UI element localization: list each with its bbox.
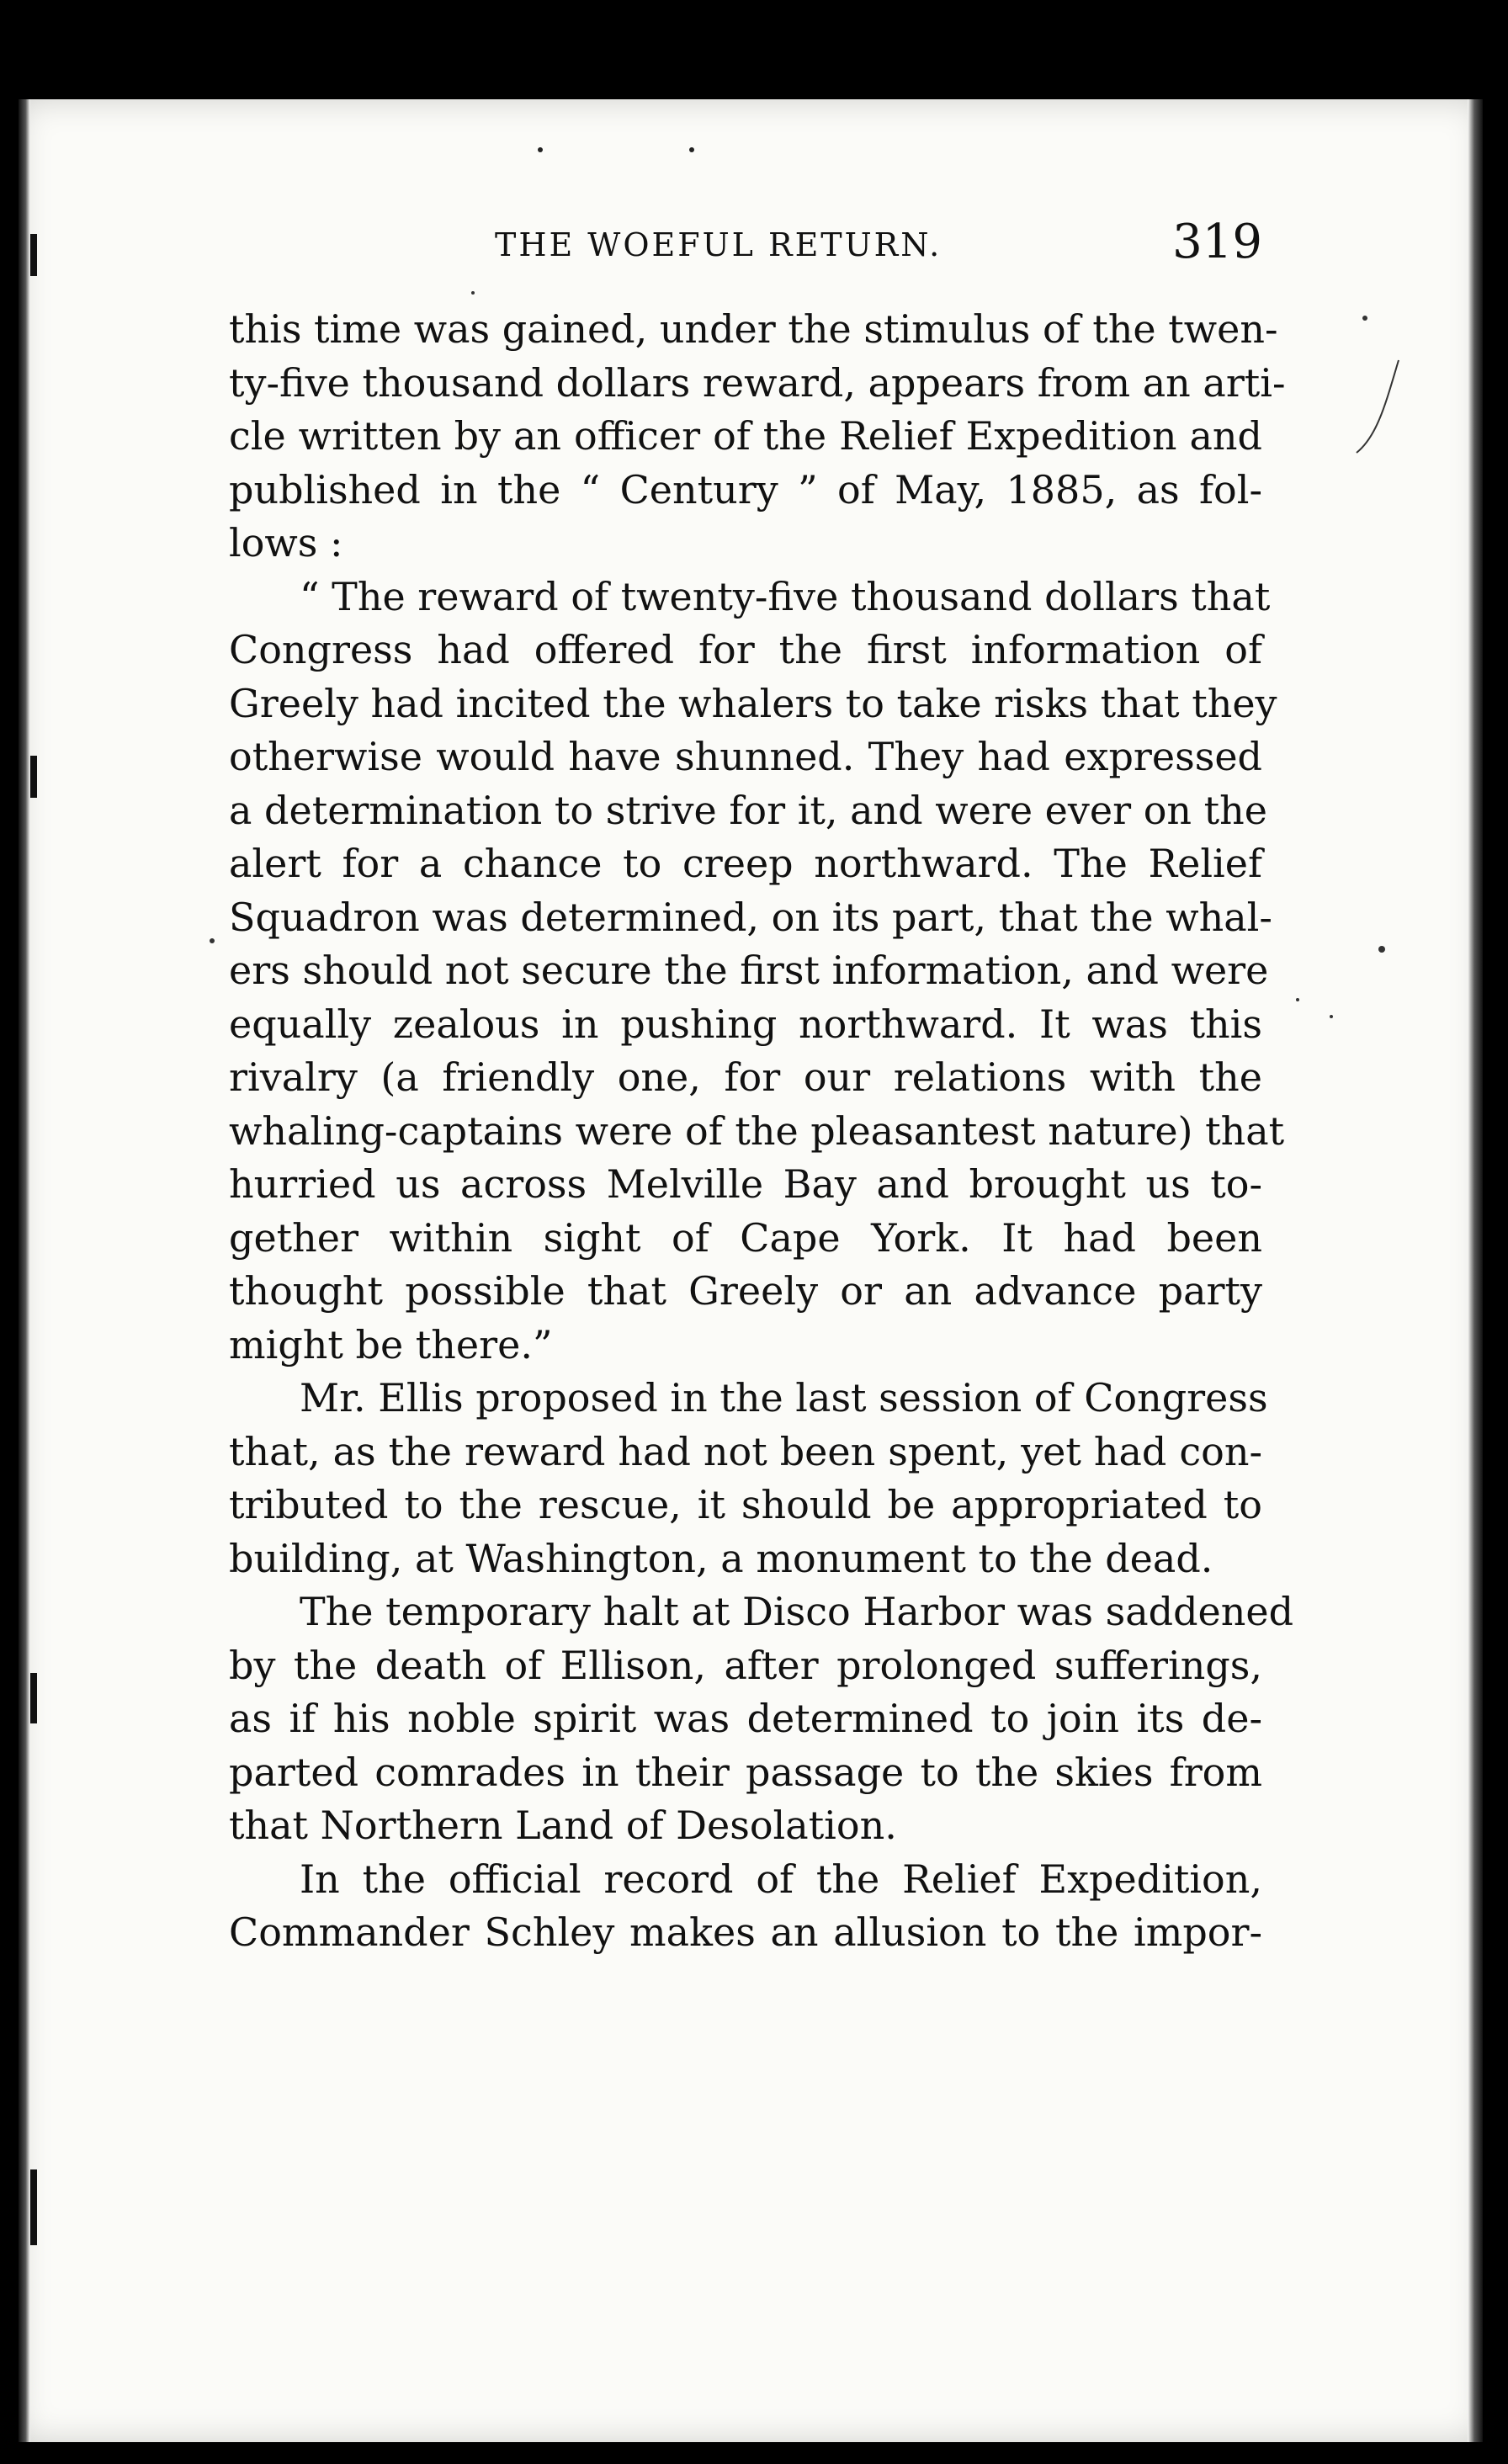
running-head: THE WOEFUL RETURN. xyxy=(495,226,942,263)
text-line: Commander Schley makes an allusion to the impor- xyxy=(229,1909,1262,1955)
edge-blot xyxy=(30,1673,37,1723)
page-left-edge xyxy=(19,99,30,2442)
text-line: parted comrades in their passage to the skies from xyxy=(229,1749,1262,1795)
text-line: thought possible that Greely or an advance party xyxy=(229,1268,1262,1314)
text-line: rivalry (a friendly one, for our relations with the xyxy=(229,1054,1262,1100)
text-line: otherwise would have shunned. They had expressed xyxy=(229,734,1262,779)
page-right-edge xyxy=(1468,99,1483,2442)
edge-blot xyxy=(30,234,37,276)
text-line: that Northern Land of Desolation. xyxy=(229,1803,897,1848)
text-line: whaling-captains were of the pleasantest nature) that xyxy=(229,1107,1285,1154)
text-line: equally zealous in pushing northward. It was this xyxy=(229,1001,1262,1047)
text-line: Greely had incited the whalers to take risks that they xyxy=(229,680,1277,726)
text-line: that, as the reward had not been spent, yet had con- xyxy=(229,1428,1262,1474)
scan-speck xyxy=(689,147,694,152)
text-line: ty-five thousand dollars reward, appears from an arti- xyxy=(229,359,1286,406)
text-line: might be there.” xyxy=(229,1321,553,1367)
scan-speck xyxy=(1362,316,1367,321)
text-line: lows : xyxy=(229,520,343,566)
scan-speck xyxy=(538,147,543,152)
page-header xyxy=(219,215,1262,282)
text-line: “ The reward of twenty-five thousand dollars that xyxy=(300,573,1271,619)
text-line: by the death of Ellison, after prolonged sufferings, xyxy=(229,1642,1262,1688)
scan-speck xyxy=(471,291,475,295)
text-line: this time was gained, under the stimulus of the twen- xyxy=(229,306,1278,352)
text-line: Congress had offered for the first information of xyxy=(229,627,1262,672)
text-line: ers should not secure the first information, and were xyxy=(229,948,1269,993)
text-line: building, at Washington, a monument to the dead. xyxy=(229,1535,1213,1581)
text-line: Squadron was determined, on its part, that the whal- xyxy=(229,894,1272,940)
text-line: The temporary halt at Disco Harbor was saddened xyxy=(300,1589,1294,1634)
text-line: hurried us across Melville Bay and brought us to- xyxy=(229,1161,1262,1207)
edge-blot xyxy=(30,2169,37,2245)
pencil-mark xyxy=(1357,360,1399,453)
scan-speck xyxy=(1378,946,1385,953)
scan-speck xyxy=(1296,998,1299,1001)
text-line: In the official record of the Relief Expedition, xyxy=(300,1856,1262,1902)
text-line: published in the “ Century ” of May, 1885, as fol- xyxy=(229,466,1262,512)
text-line: alert for a chance to creep northward. The Relief xyxy=(229,841,1262,886)
scan-speck xyxy=(210,938,215,943)
text-line: gether within sight of Cape York. It had been xyxy=(229,1214,1262,1261)
text-line: a determination to strive for it, and were ever on the xyxy=(229,787,1268,833)
text-line: cle written by an officer of the Relief Expedition and xyxy=(229,413,1262,459)
page-number: 319 xyxy=(1172,215,1262,269)
text-line: as if his noble spirit was determined to join its de- xyxy=(229,1696,1262,1741)
scan-speck xyxy=(1330,1015,1333,1018)
edge-blot xyxy=(30,756,37,798)
text-line: Mr. Ellis proposed in the last session of Congress xyxy=(300,1375,1268,1421)
text-line: tributed to the rescue, it should be appropriated to xyxy=(229,1482,1262,1527)
body-text xyxy=(229,303,1294,1960)
